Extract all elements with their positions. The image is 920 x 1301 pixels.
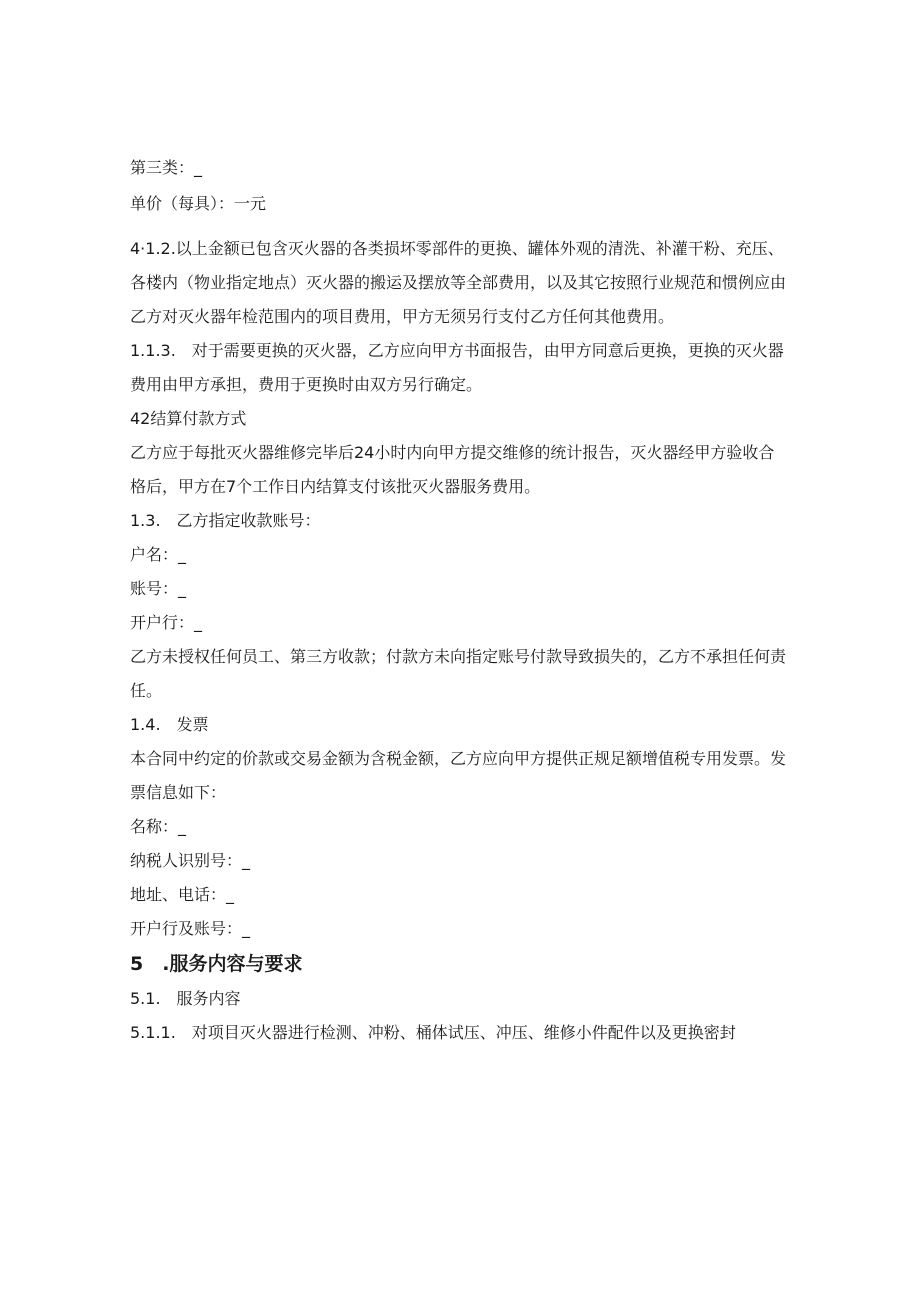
document-body bbox=[130, 156, 790, 1050]
clause-5-1-heading: 5.1. 服务内容 bbox=[130, 989, 241, 1008]
clause-4-1-2: 4·1.2.以上金额已包含灭火器的各类损坏零部件的更换、罐体外观的清洗、补灌干粉、充压、各楼内（物业指定地点）灭火器的搬运及摆放等全部费用，以及其它按照行业规范和惯例应由乙方对灭火器年检范围内的项目费用，甲方无须另行支付乙方任何其他费用。 bbox=[130, 239, 787, 326]
invoice-paragraph: 本合同中约定的价款或交易金额为含税金额，乙方应向甲方提供正规足额增值税专用发票。发票信息如下： bbox=[130, 749, 787, 802]
taxpayer-id-line: 纳税人识别号：_ bbox=[130, 851, 251, 870]
category-three-line: 第三类：_ bbox=[130, 158, 203, 177]
authorization-paragraph: 乙方未授权任何员工、第三方收款；付款方未向指定账号付款导致损失的，乙方不承担任何责任。 bbox=[130, 647, 787, 700]
address-phone-line: 地址、电话：_ bbox=[130, 885, 235, 904]
account-name-line: 户名：_ bbox=[130, 545, 187, 564]
unit-price-line: 单价（每具）：一元 bbox=[130, 194, 267, 213]
clause-1-3-account: 1.3. 乙方指定收款账号： bbox=[130, 511, 321, 530]
section-5-heading: 5 .服务内容与要求 bbox=[130, 953, 303, 975]
bank-account-line: 开户行及账号：_ bbox=[130, 919, 251, 938]
clause-1-4-invoice: 1.4. 发票 bbox=[130, 715, 209, 734]
section-settlement-heading: 42结算付款方式 bbox=[130, 409, 247, 428]
clause-5-1-1: 5.1.1. 对项目灭火器进行检测、冲粉、桶体试压、冲压、维修小件配件以及更换密封 bbox=[130, 1023, 736, 1042]
bank-line: 开户行：_ bbox=[130, 613, 203, 632]
settlement-paragraph: 乙方应于每批灭火器维修完毕后24小时内向甲方提交维修的统计报告，灭火器经甲方验收合格后，甲方在7个工作日内结算支付该批灭火器服务费用。 bbox=[130, 443, 775, 496]
invoice-name-line: 名称：_ bbox=[130, 817, 187, 836]
account-number-line: 账号：_ bbox=[130, 579, 187, 598]
clause-1-1-3: 1.1.3. 对于需要更换的灭火器，乙方应向甲方书面报告，由甲方同意后更换，更换的灭火器费用由甲方承担，费用于更换时由双方另行确定。 bbox=[130, 341, 784, 394]
